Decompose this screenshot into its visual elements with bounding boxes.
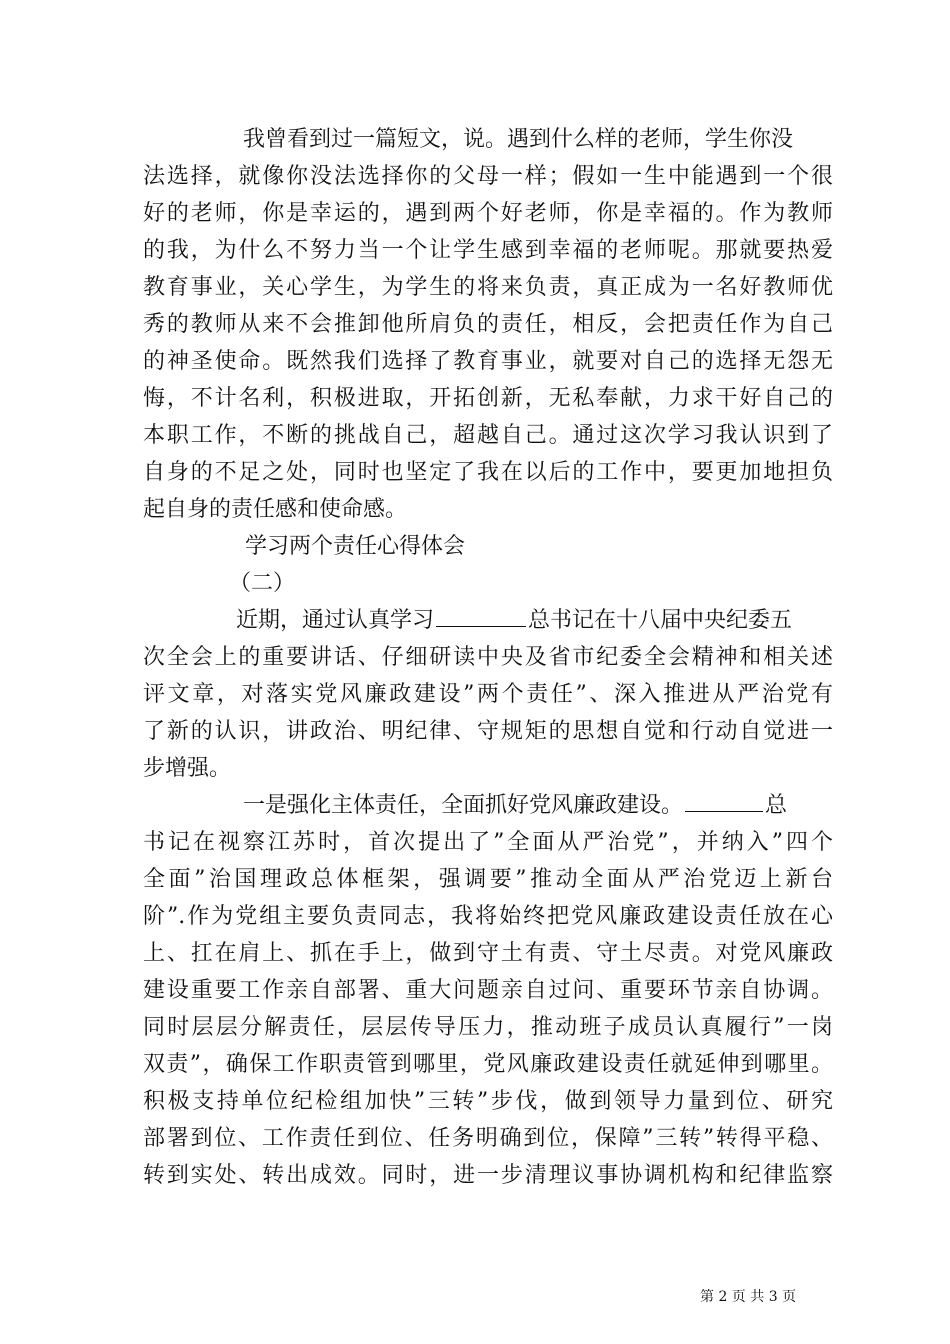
name-blank xyxy=(685,791,763,812)
text-line: 双责”，确保工作职责管到哪里，党风廉政建设责任就延伸到哪里。 xyxy=(143,1052,833,1077)
section-title: 学习两个责任心得体会 xyxy=(245,534,466,559)
text-line: 悔，不计名利，积极进取，开拓创新，无私奉献，力求干好自己的 xyxy=(143,386,833,411)
paragraph-2 xyxy=(143,602,833,787)
text-line: 好的老师，你是幸运的，遇到两个好老师，你是幸福的。作为教师 xyxy=(143,201,833,226)
text-line-first xyxy=(143,602,833,639)
page-number: 第 2 页 共 3 页 xyxy=(700,1289,797,1305)
text-line: 本职工作，不断的挑战自己，超越自己。通过这次学习我认识到了 xyxy=(143,423,833,448)
text-line: 转到实处、转出成效。同时，进一步清理议事协调机构和纪律监察 xyxy=(143,1163,833,1188)
text-line: 了新的认识，讲政治、明纪律、守规矩的思想自觉和行动自觉进一 xyxy=(143,719,833,744)
text-line: 阶”.作为党组主要负责同志，我将始终把党风廉政建设责任放在心 xyxy=(143,904,833,929)
text-line: 积极支持单位纪检组加快”三转”步伐，做到领导力量到位、研究 xyxy=(143,1089,833,1114)
text-line: 自身的不足之处，同时也坚定了我在以后的工作中，要更加地担负 xyxy=(143,460,833,485)
text-fragment: 一是强化主体责任，全面抓好党风廉政建设。 xyxy=(243,793,684,818)
text-line: 步增强。 xyxy=(143,756,232,781)
paragraph-1 xyxy=(143,121,833,528)
text-fragment: 总 xyxy=(765,793,788,818)
text-line-first xyxy=(143,787,833,824)
text-fragment: 总书记在十八届中央纪委五 xyxy=(528,608,793,633)
text-line: 书记在视察江苏时，首次提出了”全面从严治党”，并纳入”四个 xyxy=(143,830,833,855)
text-line: 建设重要工作亲自部署、重大问题亲自过问、重要环节亲自协调。 xyxy=(143,978,833,1003)
text-line: 教育事业，关心学生，为学生的将来负责，真正成为一名好教师优 xyxy=(143,275,833,300)
paragraph-3 xyxy=(143,787,833,1194)
section-subtitle: （二） xyxy=(229,571,296,596)
text-line: 法选择，就像你没法选择你的父母一样；假如一生中能遇到一个很 xyxy=(143,164,833,189)
text-line: 同时层层分解责任，层层传导压力，推动班子成员认真履行”一岗 xyxy=(143,1015,833,1040)
text-line: 我曾看到过一篇短文，说。遇到什么样的老师，学生你没 xyxy=(243,127,794,152)
text-line: 的我，为什么不努力当一个让学生感到幸福的老师呢。那就要热爱 xyxy=(143,238,833,263)
text-line: 上、扛在肩上、抓在手上，做到守土有责、守土尽责。对党风廉政 xyxy=(143,941,833,966)
text-line: 部署到位、工作责任到位、任务明确到位，保障”三转”转得平稳、 xyxy=(143,1126,833,1151)
text-fragment: 近期，通过认真学习 xyxy=(236,608,435,633)
text-line: 的神圣使命。既然我们选择了教育事业，就要对自己的选择无怨无 xyxy=(143,349,833,374)
text-line: 评文章，对落实党风廉政建设”两个责任”、深入推进从严治党有 xyxy=(143,682,833,707)
text-line: 全面”治国理政总体框架，强调要”推动全面从严治党迈上新台 xyxy=(143,867,833,892)
text-line: 起自身的责任感和使命感。 xyxy=(143,497,408,522)
text-line: 秀的教师从来不会推卸他所肩负的责任，相反，会把责任作为自己 xyxy=(143,312,833,337)
name-blank xyxy=(436,606,526,627)
text-line: 次全会上的重要讲话、仔细研读中央及省市纪委全会精神和相关述 xyxy=(143,645,833,670)
document-body xyxy=(143,121,833,1194)
